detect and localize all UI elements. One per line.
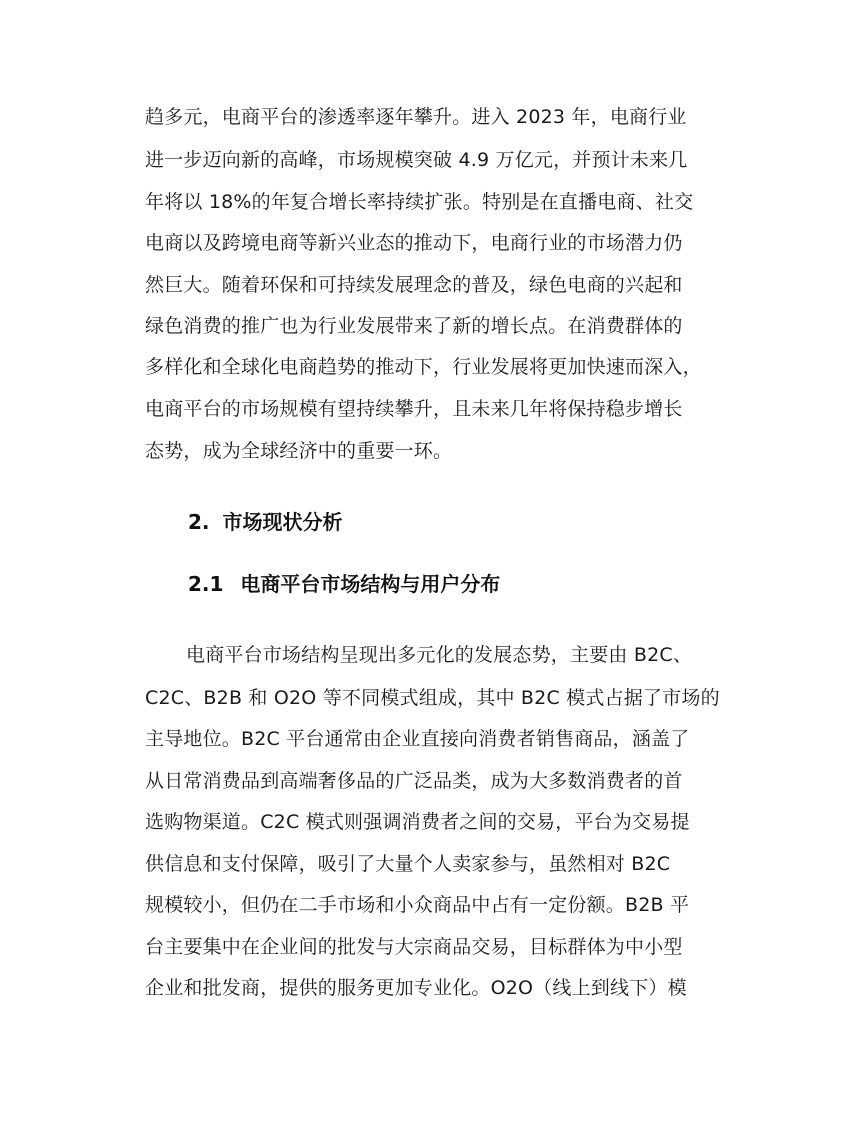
- paragraph-line: 然巨大。随着环保和可持续发展理念的普及，绿色电商的兴起和: [145, 274, 683, 296]
- paragraph-line: 电商以及跨境电商等新兴业态的推动下，电商行业的市场潜力仍: [145, 232, 683, 254]
- subsection-heading: [188, 571, 500, 597]
- paragraph-line: 电商平台的市场规模有望持续攀升，且未来几年将保持稳步增长: [145, 398, 683, 420]
- paragraph-line: 年将以 18%的年复合增长率持续扩张。特别是在直播电商、社交: [145, 191, 694, 213]
- paragraph-line: 选购物渠道。C2C 模式则强调消费者之间的交易，平台为交易提: [145, 811, 690, 833]
- paragraph-line: 态势，成为全球经济中的重要一环。: [145, 440, 453, 462]
- paragraph-line: 趋多元，电商平台的渗透率逐年攀升。进入 2023 年，电商行业: [145, 106, 687, 128]
- paragraph-line: C2C、B2B 和 O2O 等不同模式组成，其中 B2C 模式占据了市场的: [145, 687, 720, 709]
- subsection-number: 2.1: [188, 572, 224, 596]
- paragraph-line: 进一步迈向新的高峰，市场规模突破 4.9 万亿元，并预计未来几: [145, 149, 688, 171]
- paragraph-line: 多样化和全球化电商趋势的推动下，行业发展将更加快速而深入，: [145, 356, 702, 378]
- paragraph-line: 绿色消费的推广也为行业发展带来了新的增长点。在消费群体的: [145, 315, 683, 337]
- section-title: 市场现状分析: [222, 510, 343, 534]
- subsection-title: 电商平台市场结构与用户分布: [240, 572, 501, 596]
- section-number: 2.: [188, 510, 210, 534]
- paragraph-line: 主导地位。B2C 平台通常由企业直接向消费者销售商品，涵盖了: [145, 728, 690, 750]
- section-heading: [188, 509, 342, 535]
- paragraph-line: 供信息和支付保障，吸引了大量个人卖家参与，虽然相对 B2C: [145, 853, 671, 875]
- paragraph-line: 电商平台市场结构呈现出多元化的发展态势，主要由 B2C、: [186, 644, 693, 666]
- paragraph-line: 从日常消费品到高端奢侈品的广泛品类，成为大多数消费者的首: [145, 770, 683, 792]
- paragraph-line: 规模较小，但仍在二手市场和小众商品中占有一定份额。B2B 平: [145, 894, 690, 916]
- paragraph-line: 台主要集中在企业间的批发与大宗商品交易，目标群体为中小型: [145, 936, 683, 958]
- paragraph-line: 企业和批发商，提供的服务更加专业化。O2O（线上到线下）模: [145, 977, 687, 999]
